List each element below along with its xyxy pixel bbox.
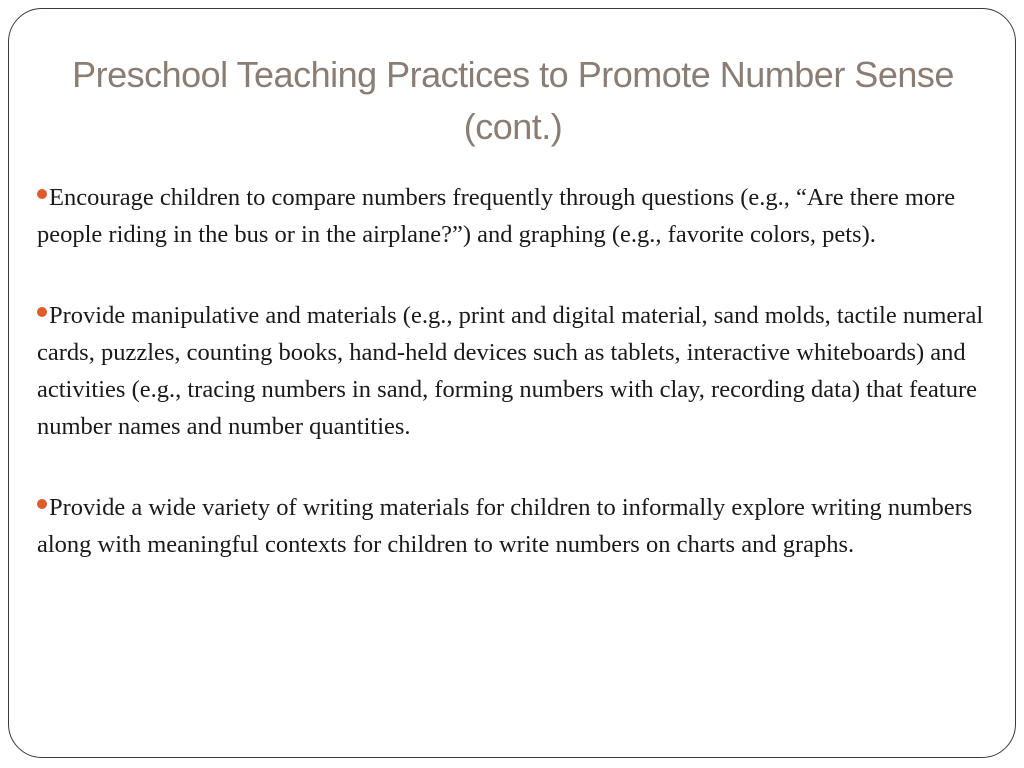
bullet-list xyxy=(37,179,997,607)
bullet-item xyxy=(37,489,997,563)
slide-title: Preschool Teaching Practices to Promote Number Sense (cont.) xyxy=(72,54,954,147)
bullet-dot-icon xyxy=(37,499,47,509)
bullet-dot-icon xyxy=(37,307,47,317)
bullet-text: Provide manipulative and materials (e.g., print and digital material, sand molds, tactile numeral cards, puzzles, counting books, hand-held devices such as tablets, interactive whiteboards) and activities (e.g., tracing numbers in sand, forming numbers with clay, recording data) that feature number names and number quantities. xyxy=(37,302,984,440)
bullet-item xyxy=(37,297,997,445)
bullet-text: Encourage children to compare numbers frequently through questions (e.g., “Are there more people riding in the bus or in the airplane?”) and graphing (e.g., favorite colors, pets). xyxy=(37,184,956,248)
bullet-item xyxy=(37,179,997,253)
slide-frame xyxy=(8,8,1016,758)
bullet-text: Provide a wide variety of writing materials for children to informally explore writing numbers along with meaningful contexts for children to write numbers on charts and graphs. xyxy=(37,494,973,558)
bullet-dot-icon xyxy=(37,189,47,199)
